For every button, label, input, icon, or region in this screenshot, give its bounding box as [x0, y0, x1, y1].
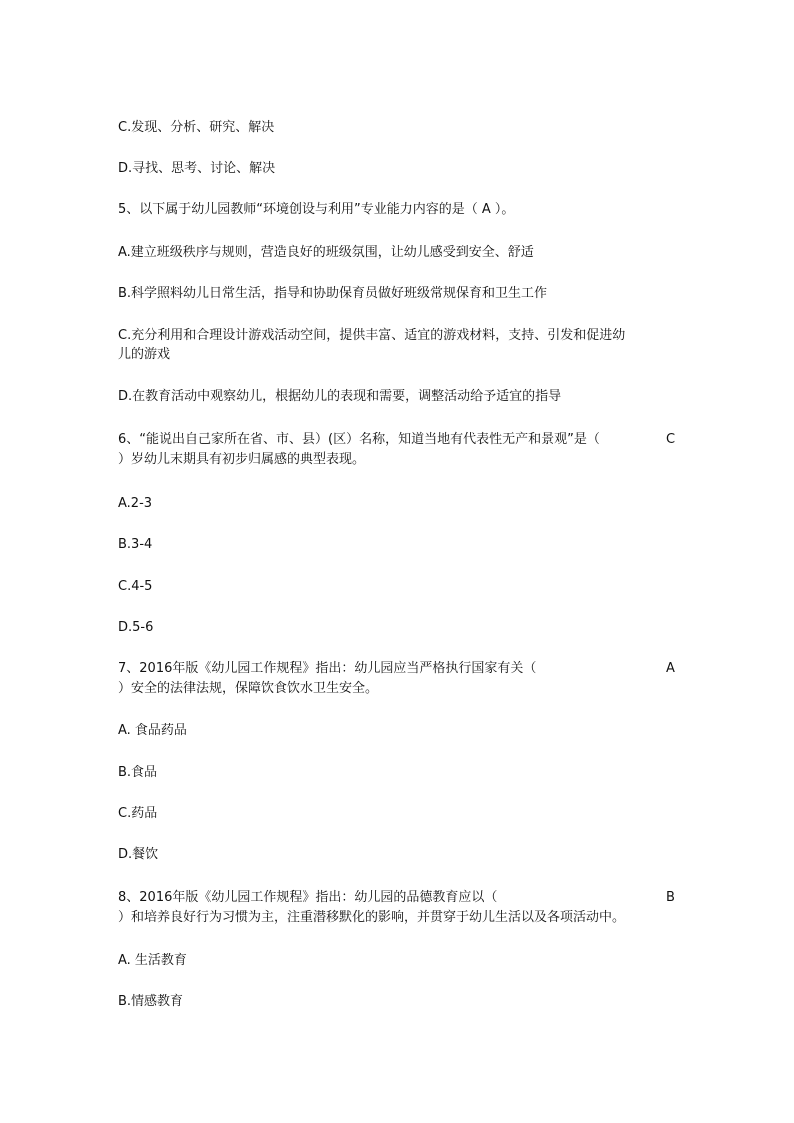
q7-answer: A — [666, 661, 675, 676]
q5-option-c-cont: 儿的游戏 — [118, 347, 171, 362]
q8-option-a: A. 生活教育 — [118, 953, 187, 968]
q5-option-d: D.在教育活动中观察幼儿，根据幼儿的表现和需要，调整活动给予适宜的指导 — [118, 389, 562, 404]
q6-option-c: C.4-5 — [118, 579, 153, 594]
q8-stem-line1: 8、2016年版《幼儿园工作规程》指出：幼儿园的品德教育应以（ — [118, 890, 498, 905]
q7-stem-line2: ）安全的法律法规，保障饮食饮水卫生安全。 — [118, 681, 379, 696]
q8-stem-line2: ）和培养良好行为习惯为主，注重潜移默化的影响，并贯穿于幼儿生活以及各项活动中。 — [118, 910, 626, 925]
q5-stem: 5、以下属于幼儿园教师“环境创设与利用”专业能力内容的是（ A ）。 — [118, 202, 515, 217]
q5-option-a: A.建立班级秩序与规则，营造良好的班级氛围，让幼儿感受到安全、舒适 — [118, 245, 534, 260]
q7-stem-line1: 7、2016年版《幼儿园工作规程》指出：幼儿园应当严格执行国家有关（ — [118, 661, 537, 676]
q4-option-d: D.寻找、思考、讨论、解决 — [118, 161, 276, 176]
q6-stem-line2: ）岁幼儿末期具有初步归属感的典型表现。 — [118, 452, 366, 467]
q7-option-a: A. 食品药品 — [118, 723, 187, 738]
q5-option-c: C.充分利用和合理设计游戏活动空间，提供丰富、适宜的游戏材料，支持、引发和促进幼 — [118, 328, 626, 343]
q6-option-d: D.5-6 — [118, 620, 154, 635]
q7-option-d: D.餐饮 — [118, 847, 159, 862]
q6-option-a: A.2-3 — [118, 496, 153, 511]
q6-stem-line1: 6、“能说出自己家所在省、市、县）(区）名称，知道当地有代表性无产和景观”是（ — [118, 432, 600, 447]
q4-option-c: C.发现、分析、研究、解决 — [118, 120, 275, 135]
q6-answer: C — [666, 432, 676, 447]
q5-option-b: B.科学照料幼儿日常生活，指导和协助保育员做好班级常规保育和卫生工作 — [118, 286, 548, 301]
q6-option-b: B.3-4 — [118, 537, 153, 552]
q8-answer: B — [666, 890, 675, 905]
q7-option-c: C.药品 — [118, 806, 158, 821]
q8-option-b: B.情感教育 — [118, 994, 184, 1009]
q7-option-b: B.食品 — [118, 765, 158, 780]
